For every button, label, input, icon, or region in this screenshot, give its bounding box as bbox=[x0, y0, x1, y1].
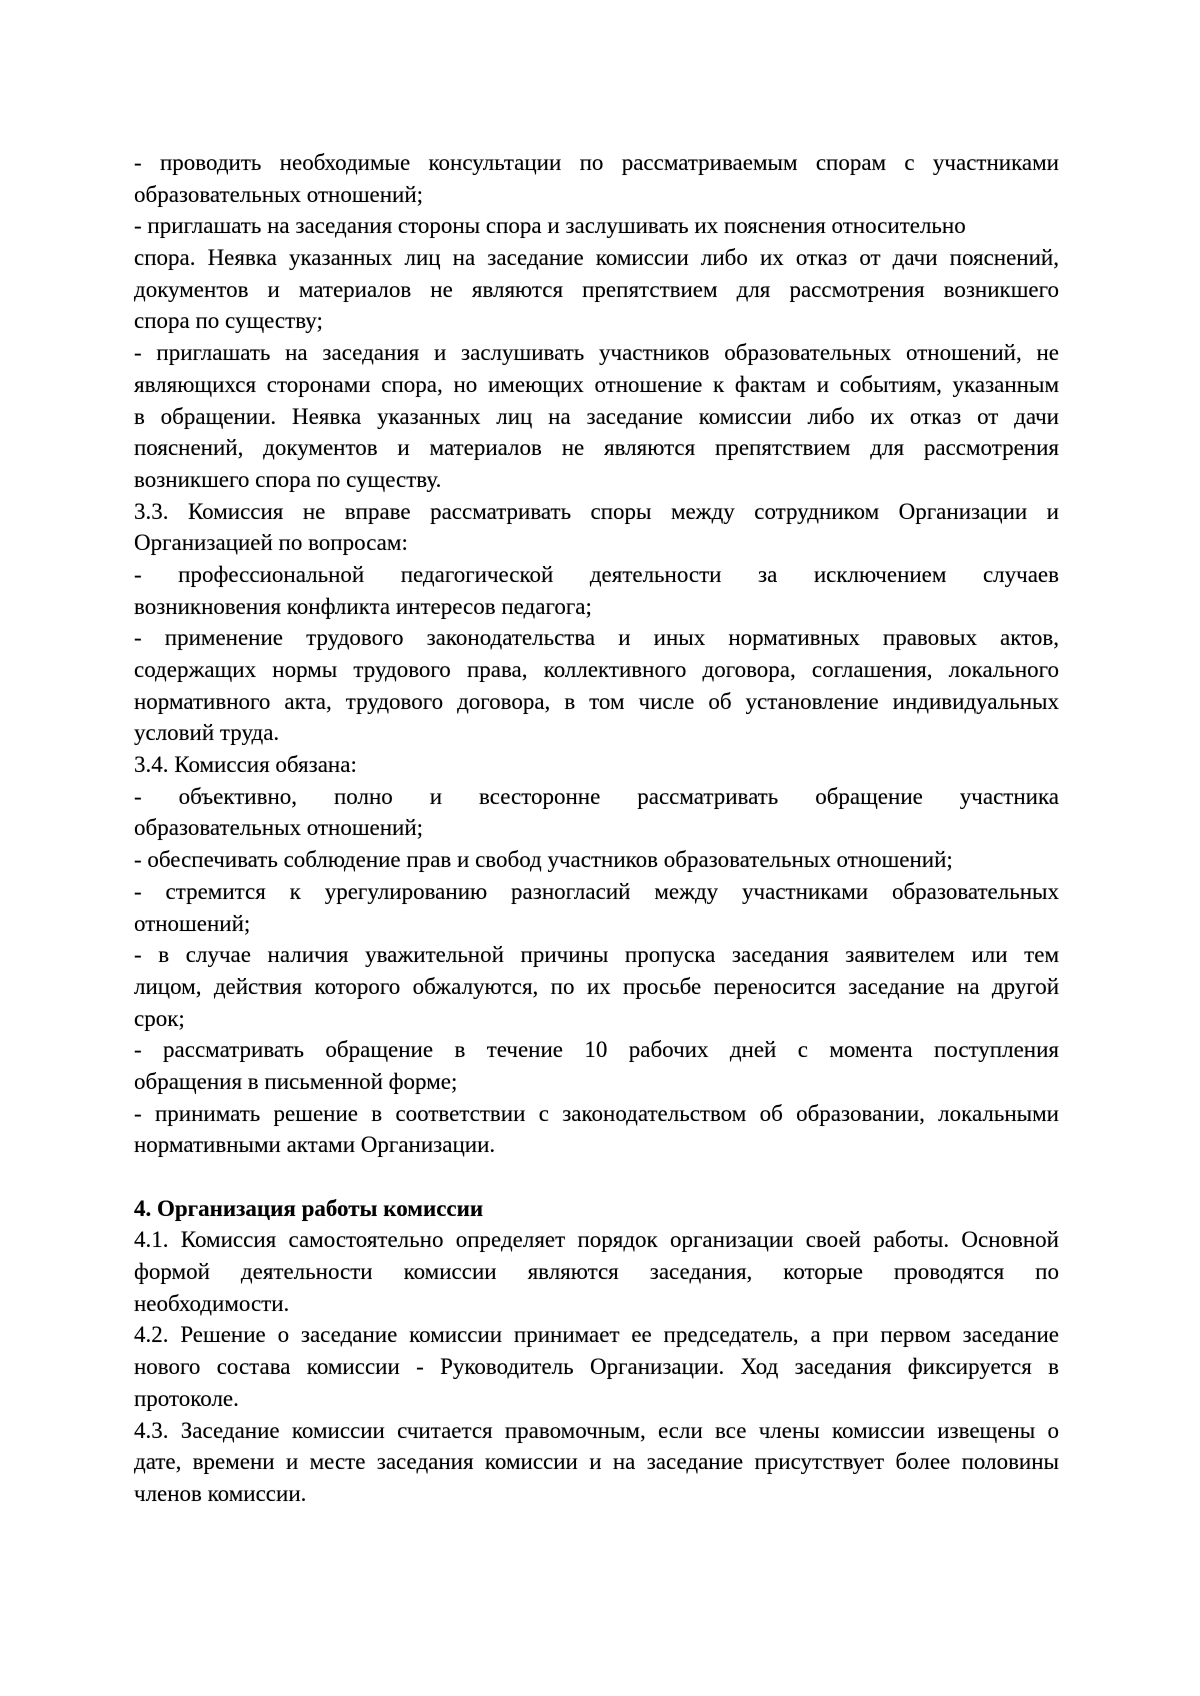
paragraph bbox=[134, 337, 1059, 495]
text-line: пояснений, документов и материалов не являются препятствием для рассмотрения bbox=[134, 435, 1059, 461]
text-line: - применение трудового законодательства и иных нормативных правовых актов, bbox=[134, 625, 1059, 651]
text-line: 4. Организация работы комиссии bbox=[134, 1195, 484, 1221]
text-line: Организацией по вопросам: bbox=[134, 530, 408, 556]
text-line: членов комиссии. bbox=[134, 1480, 307, 1506]
paragraph bbox=[134, 1319, 1059, 1414]
text-line: - стремится к урегулированию разногласий между участниками образовательных bbox=[134, 878, 1059, 904]
text-line: - принимать решение в соответствии с законодательством об образовании, локальными bbox=[134, 1100, 1059, 1126]
text-line: спора. Неявка указанных лиц на заседание комиссии либо их отказ от дачи пояснений, bbox=[134, 245, 1059, 271]
section-heading bbox=[134, 1193, 1059, 1225]
text-line: возникшего спора по существу. bbox=[134, 466, 442, 492]
text-line: нормативного акта, трудового договора, в том числе об установление индивидуальных bbox=[134, 688, 1059, 714]
text-line: содержащих нормы трудового права, коллективного договора, соглашения, локального bbox=[134, 657, 1059, 682]
text-line: 3.4. Комиссия обязана: bbox=[134, 752, 357, 778]
text-line: необходимости. bbox=[134, 1290, 290, 1316]
text-line: нового состава комиссии - Руководитель Организации. Ход заседания фиксируется в bbox=[134, 1354, 1059, 1380]
text-line: - профессиональной педагогической деятельности за исключением случаев bbox=[134, 561, 1059, 587]
text-line: 3.3. Комиссия не вправе рассматривать споры между сотрудником Организации и bbox=[134, 498, 1059, 524]
text-line: - проводить необходимые консультации по рассматриваемым спорам с участниками bbox=[134, 150, 1059, 175]
paragraph bbox=[134, 210, 1059, 337]
blank-line bbox=[134, 1161, 1059, 1193]
text-line: - объективно, полно и всесторонне рассматривать обращение участника bbox=[134, 783, 1059, 809]
text-line: документов и материалов не являются препятствием для рассмотрения возникшего bbox=[134, 276, 1059, 302]
text-line: спора по существу; bbox=[134, 308, 323, 334]
paragraph bbox=[134, 939, 1059, 1034]
text-line: являющихся сторонами спора, но имеющих отношение к фактам и событиям, указанным bbox=[134, 371, 1059, 397]
paragraph bbox=[134, 844, 1059, 876]
paragraph bbox=[134, 749, 1059, 781]
text-line: 4.3. Заседание комиссии считается правомочным, если все члены комиссии извещены о bbox=[134, 1417, 1059, 1443]
paragraph bbox=[134, 781, 1059, 844]
paragraph bbox=[134, 1415, 1059, 1510]
text-line: срок; bbox=[134, 1005, 185, 1031]
paragraph bbox=[134, 622, 1059, 749]
text-line: - приглашать на заседания стороны спора и заслушивать их пояснения относительно bbox=[134, 213, 966, 239]
paragraph bbox=[134, 559, 1059, 622]
paragraph bbox=[134, 1224, 1059, 1319]
text-line: обращения в письменной форме; bbox=[134, 1068, 458, 1094]
text-line: отношений; bbox=[134, 910, 251, 936]
text-line: образовательных отношений; bbox=[134, 181, 424, 207]
text-line: - рассматривать обращение в течение 10 рабочих дней с момента поступления bbox=[134, 1037, 1059, 1063]
text-line: - обеспечивать соблюдение прав и свобод участников образовательных отношений; bbox=[134, 847, 953, 873]
text-line: - приглашать на заседания и заслушивать участников образовательных отношений, не bbox=[134, 340, 1059, 366]
text-line: образовательных отношений; bbox=[134, 815, 424, 841]
text-line: формой деятельности комиссии являются заседания, которые проводятся по bbox=[134, 1259, 1059, 1285]
paragraph bbox=[134, 876, 1059, 939]
text-line: нормативными актами Организации. bbox=[134, 1132, 496, 1158]
text-line: возникновения конфликта интересов педагога; bbox=[134, 593, 592, 619]
text-line: условий труда. bbox=[134, 720, 280, 746]
text-line: 4.1. Комиссия самостоятельно определяет порядок организации своей работы. Основной bbox=[134, 1227, 1059, 1253]
text-line: лицом, действия которого обжалуются, по их просьбе переносится заседание на другой bbox=[134, 973, 1059, 999]
paragraph bbox=[134, 1098, 1059, 1161]
paragraph bbox=[134, 496, 1059, 559]
text-line: дате, времени и месте заседания комиссии и на заседание присутствует более половины bbox=[134, 1449, 1059, 1475]
paragraph bbox=[134, 1034, 1059, 1097]
text-line: 4.2. Решение о заседание комиссии принимает ее председатель, а при первом заседание bbox=[134, 1322, 1059, 1348]
text-line: протоколе. bbox=[134, 1385, 239, 1411]
paragraph bbox=[134, 147, 1059, 210]
text-line: - в случае наличия уважительной причины пропуска заседания заявителем или тем bbox=[134, 942, 1059, 968]
text-line: в обращении. Неявка указанных лиц на заседание комиссии либо их отказ от дачи bbox=[134, 403, 1059, 429]
document-body bbox=[134, 147, 1059, 1510]
